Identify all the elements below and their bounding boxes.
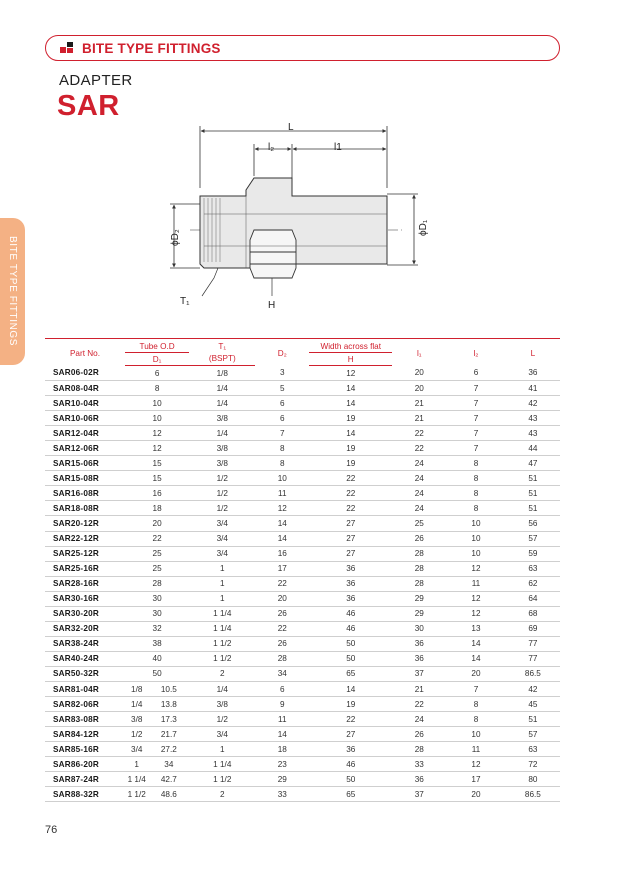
cell-d1: 10 xyxy=(125,411,189,426)
section-title: BITE TYPE FITTINGS xyxy=(82,40,221,56)
cell-h: 14 xyxy=(309,426,392,441)
cell-d2: 3 xyxy=(255,366,309,381)
cell-l2: 13 xyxy=(446,621,506,636)
dim-label-d2: ϕD₂ xyxy=(170,229,181,246)
table-row xyxy=(45,471,560,486)
cell-l1: 20 xyxy=(392,366,446,381)
cell-part-no: SAR83-08R xyxy=(45,712,125,727)
cell-l1: 28 xyxy=(392,742,446,757)
cell-t1: 1 xyxy=(189,576,255,591)
cell-l: 44 xyxy=(506,441,560,456)
cell-t1: 1 xyxy=(189,561,255,576)
cell-d2: 9 xyxy=(255,697,309,712)
cell-l: 51 xyxy=(506,501,560,516)
cell-l2: 12 xyxy=(446,561,506,576)
cell-l: 57 xyxy=(506,727,560,742)
cell-l2: 17 xyxy=(446,772,506,787)
col-waf: Width across flat xyxy=(309,339,392,353)
cell-d2: 14 xyxy=(255,516,309,531)
cell-h: 22 xyxy=(309,501,392,516)
table-row xyxy=(45,697,560,712)
cell-l: 43 xyxy=(506,426,560,441)
cell-t1: 2 xyxy=(189,787,255,802)
page-number: 76 xyxy=(45,824,58,836)
cell-d2: 22 xyxy=(255,576,309,591)
cell-d2: 6 xyxy=(255,681,309,696)
cell-l2: 8 xyxy=(446,486,506,501)
cell-d1: 18 xyxy=(125,501,189,516)
product-type: ADAPTER xyxy=(59,72,133,89)
product-code: SAR xyxy=(57,90,120,122)
cell-d1: 40 xyxy=(125,651,189,666)
cell-l: 59 xyxy=(506,546,560,561)
cell-l1: 22 xyxy=(392,441,446,456)
table-row xyxy=(45,441,560,456)
cell-l: 43 xyxy=(506,411,560,426)
cell-l: 77 xyxy=(506,636,560,651)
col-l2: l₂ xyxy=(446,339,506,366)
cell-d1-inch: 1/4 xyxy=(125,697,148,712)
cell-d2: 7 xyxy=(255,426,309,441)
cell-d2: 5 xyxy=(255,381,309,396)
cell-h: 50 xyxy=(309,772,392,787)
table-row xyxy=(45,757,560,772)
cell-t1: 1/4 xyxy=(189,396,255,411)
cell-part-no: SAR15-08R xyxy=(45,471,125,486)
cell-h: 27 xyxy=(309,546,392,561)
cell-l: 51 xyxy=(506,471,560,486)
cell-l: 36 xyxy=(506,366,560,381)
cell-d1-mm: 48.6 xyxy=(148,787,189,802)
cell-t1: 1 1/4 xyxy=(189,606,255,621)
cell-part-no: SAR10-06R xyxy=(45,411,125,426)
cell-l1: 26 xyxy=(392,727,446,742)
cell-t1: 1 1/4 xyxy=(189,757,255,772)
cell-part-no: SAR12-06R xyxy=(45,441,125,456)
table-row xyxy=(45,546,560,561)
cell-l1: 20 xyxy=(392,381,446,396)
cell-l2: 7 xyxy=(446,381,506,396)
cell-h: 36 xyxy=(309,742,392,757)
cell-d2: 14 xyxy=(255,531,309,546)
cell-t1: 3/8 xyxy=(189,411,255,426)
cell-l1: 22 xyxy=(392,697,446,712)
cell-part-no: SAR84-12R xyxy=(45,727,125,742)
cell-h: 27 xyxy=(309,727,392,742)
cell-l1: 30 xyxy=(392,621,446,636)
cell-d2: 34 xyxy=(255,666,309,681)
cell-l: 47 xyxy=(506,456,560,471)
cell-d1-inch: 1/2 xyxy=(125,727,148,742)
cell-d2: 17 xyxy=(255,561,309,576)
cell-d1: 32 xyxy=(125,621,189,636)
cell-l1: 24 xyxy=(392,471,446,486)
cell-t1: 1 xyxy=(189,591,255,606)
cell-d1-inch: 1/8 xyxy=(125,681,148,696)
cell-h: 22 xyxy=(309,471,392,486)
cell-h: 50 xyxy=(309,651,392,666)
cell-d1-inch: 3/8 xyxy=(125,712,148,727)
cell-d1-mm: 34 xyxy=(148,757,189,772)
cell-part-no: SAR22-12R xyxy=(45,531,125,546)
cell-part-no: SAR40-24R xyxy=(45,651,125,666)
dim-label-l2: l₂ xyxy=(268,142,275,153)
cell-l2: 7 xyxy=(446,441,506,456)
cell-l2: 10 xyxy=(446,727,506,742)
cell-t1: 1/2 xyxy=(189,471,255,486)
dim-label-t1: T₁ xyxy=(180,296,190,307)
table-row xyxy=(45,742,560,757)
cell-d1: 25 xyxy=(125,546,189,561)
cell-h: 27 xyxy=(309,516,392,531)
cell-d2: 11 xyxy=(255,712,309,727)
cell-l1: 21 xyxy=(392,681,446,696)
cell-l2: 20 xyxy=(446,666,506,681)
brand-logo-icon xyxy=(60,42,74,54)
table-row xyxy=(45,396,560,411)
cell-h: 19 xyxy=(309,697,392,712)
cell-t1: 1/2 xyxy=(189,486,255,501)
cell-l2: 14 xyxy=(446,636,506,651)
technical-drawing xyxy=(150,118,450,318)
cell-d1-mm: 10.5 xyxy=(148,681,189,696)
cell-part-no: SAR06-02R xyxy=(45,366,125,381)
cell-h: 36 xyxy=(309,576,392,591)
cell-d1: 15 xyxy=(125,456,189,471)
cell-l: 62 xyxy=(506,576,560,591)
cell-l2: 10 xyxy=(446,546,506,561)
cell-l: 45 xyxy=(506,697,560,712)
cell-l1: 21 xyxy=(392,396,446,411)
cell-l: 68 xyxy=(506,606,560,621)
table-row xyxy=(45,576,560,591)
cell-d1: 25 xyxy=(125,561,189,576)
table-row xyxy=(45,531,560,546)
cell-d1: 6 xyxy=(125,366,189,381)
table-row xyxy=(45,411,560,426)
cell-d2: 6 xyxy=(255,411,309,426)
cell-part-no: SAR10-04R xyxy=(45,396,125,411)
cell-l2: 8 xyxy=(446,471,506,486)
cell-l2: 8 xyxy=(446,697,506,712)
cell-d2: 29 xyxy=(255,772,309,787)
col-bspt: (BSPT) xyxy=(189,353,255,366)
cell-l: 72 xyxy=(506,757,560,772)
cell-t1: 2 xyxy=(189,666,255,681)
cell-l1: 37 xyxy=(392,787,446,802)
cell-l: 42 xyxy=(506,681,560,696)
col-l1: l₁ xyxy=(392,339,446,366)
cell-d1: 28 xyxy=(125,576,189,591)
cell-d2: 12 xyxy=(255,501,309,516)
cell-d2: 26 xyxy=(255,636,309,651)
dim-label-L: L xyxy=(288,122,294,133)
cell-d1: 30 xyxy=(125,606,189,621)
cell-l1: 36 xyxy=(392,772,446,787)
cell-part-no: SAR88-32R xyxy=(45,787,125,802)
cell-t1: 3/8 xyxy=(189,456,255,471)
cell-part-no: SAR20-12R xyxy=(45,516,125,531)
cell-l: 51 xyxy=(506,486,560,501)
dim-label-h: H xyxy=(268,300,276,311)
cell-d2: 8 xyxy=(255,456,309,471)
cell-l2: 6 xyxy=(446,366,506,381)
cell-t1: 1 1/2 xyxy=(189,651,255,666)
cell-d1-inch: 3/4 xyxy=(125,742,148,757)
cell-l: 56 xyxy=(506,516,560,531)
cell-t1: 3/8 xyxy=(189,697,255,712)
cell-l2: 12 xyxy=(446,591,506,606)
cell-l: 63 xyxy=(506,742,560,757)
dim-label-l1: l1 xyxy=(334,142,342,153)
col-l: L xyxy=(506,339,560,366)
cell-d1: 50 xyxy=(125,666,189,681)
cell-l2: 11 xyxy=(446,576,506,591)
cell-h: 19 xyxy=(309,441,392,456)
cell-d1: 20 xyxy=(125,516,189,531)
cell-h: 46 xyxy=(309,757,392,772)
cell-l1: 25 xyxy=(392,516,446,531)
cell-part-no: SAR12-04R xyxy=(45,426,125,441)
cell-t1: 1 1/4 xyxy=(189,621,255,636)
table-row xyxy=(45,501,560,516)
cell-h: 50 xyxy=(309,636,392,651)
cell-t1: 3/4 xyxy=(189,531,255,546)
table-row xyxy=(45,712,560,727)
table-row xyxy=(45,426,560,441)
cell-d1-inch: 1 1/4 xyxy=(125,772,148,787)
table-row xyxy=(45,366,560,381)
table-row xyxy=(45,486,560,501)
cell-t1: 1 xyxy=(189,742,255,757)
cell-d1-mm: 17.3 xyxy=(148,712,189,727)
table-row xyxy=(45,606,560,621)
table-row xyxy=(45,787,560,802)
cell-h: 19 xyxy=(309,411,392,426)
cell-h: 22 xyxy=(309,486,392,501)
cell-d1-inch: 1 1/2 xyxy=(125,787,148,802)
table-row xyxy=(45,772,560,787)
table-row xyxy=(45,381,560,396)
cell-d2: 18 xyxy=(255,742,309,757)
table-row xyxy=(45,456,560,471)
cell-d1: 12 xyxy=(125,426,189,441)
cell-l2: 8 xyxy=(446,456,506,471)
cell-part-no: SAR32-20R xyxy=(45,621,125,636)
cell-l: 57 xyxy=(506,531,560,546)
cell-l: 86.5 xyxy=(506,787,560,802)
cell-h: 65 xyxy=(309,666,392,681)
cell-l1: 28 xyxy=(392,576,446,591)
cell-t1: 3/4 xyxy=(189,546,255,561)
cell-d2: 6 xyxy=(255,396,309,411)
table-row xyxy=(45,516,560,531)
cell-h: 22 xyxy=(309,712,392,727)
cell-part-no: SAR08-04R xyxy=(45,381,125,396)
cell-l: 77 xyxy=(506,651,560,666)
cell-part-no: SAR28-16R xyxy=(45,576,125,591)
side-tab-label: BITE TYPE FITTINGS xyxy=(7,236,18,347)
cell-d1-mm: 27.2 xyxy=(148,742,189,757)
cell-d2: 10 xyxy=(255,471,309,486)
cell-d1-mm: 42.7 xyxy=(148,772,189,787)
cell-d2: 20 xyxy=(255,591,309,606)
cell-t1: 3/8 xyxy=(189,441,255,456)
table-row xyxy=(45,666,560,681)
cell-l2: 12 xyxy=(446,757,506,772)
side-tab xyxy=(0,218,25,365)
cell-d1: 30 xyxy=(125,591,189,606)
cell-l: 64 xyxy=(506,591,560,606)
col-h: H xyxy=(309,353,392,366)
cell-part-no: SAR18-08R xyxy=(45,501,125,516)
cell-l: 42 xyxy=(506,396,560,411)
cell-l: 51 xyxy=(506,712,560,727)
table-row xyxy=(45,727,560,742)
cell-l2: 7 xyxy=(446,681,506,696)
dim-label-d1: ϕD₁ xyxy=(418,219,429,236)
cell-t1: 1/4 xyxy=(189,381,255,396)
cell-t1: 1/2 xyxy=(189,712,255,727)
cell-d1-mm: 21.7 xyxy=(148,727,189,742)
cell-l2: 8 xyxy=(446,501,506,516)
cell-h: 14 xyxy=(309,396,392,411)
cell-d2: 11 xyxy=(255,486,309,501)
cell-h: 36 xyxy=(309,591,392,606)
col-d1: D₁ xyxy=(125,353,189,366)
cell-l1: 37 xyxy=(392,666,446,681)
cell-d2: 8 xyxy=(255,441,309,456)
cell-part-no: SAR16-08R xyxy=(45,486,125,501)
cell-d1: 10 xyxy=(125,396,189,411)
cell-l1: 21 xyxy=(392,411,446,426)
table-row xyxy=(45,636,560,651)
cell-l1: 24 xyxy=(392,712,446,727)
cell-d1: 22 xyxy=(125,531,189,546)
cell-l2: 10 xyxy=(446,531,506,546)
table-row xyxy=(45,591,560,606)
cell-d2: 28 xyxy=(255,651,309,666)
cell-d1: 15 xyxy=(125,471,189,486)
cell-l: 41 xyxy=(506,381,560,396)
cell-t1: 1/4 xyxy=(189,426,255,441)
cell-part-no: SAR25-12R xyxy=(45,546,125,561)
cell-part-no: SAR38-24R xyxy=(45,636,125,651)
cell-d1: 38 xyxy=(125,636,189,651)
cell-t1: 1/2 xyxy=(189,501,255,516)
table-body xyxy=(45,366,560,802)
cell-part-no: SAR82-06R xyxy=(45,697,125,712)
cell-l: 69 xyxy=(506,621,560,636)
cell-l2: 7 xyxy=(446,411,506,426)
col-t1: T₁ xyxy=(189,339,255,353)
cell-l2: 8 xyxy=(446,712,506,727)
cell-l: 86.5 xyxy=(506,666,560,681)
cell-l2: 20 xyxy=(446,787,506,802)
cell-l1: 36 xyxy=(392,651,446,666)
cell-part-no: SAR87-24R xyxy=(45,772,125,787)
cell-h: 19 xyxy=(309,456,392,471)
cell-l2: 12 xyxy=(446,606,506,621)
cell-l1: 33 xyxy=(392,757,446,772)
cell-t1: 1 1/2 xyxy=(189,636,255,651)
cell-part-no: SAR50-32R xyxy=(45,666,125,681)
spec-table xyxy=(45,338,560,802)
cell-d2: 14 xyxy=(255,727,309,742)
table-row xyxy=(45,621,560,636)
cell-t1: 1/4 xyxy=(189,681,255,696)
cell-l1: 36 xyxy=(392,636,446,651)
cell-l2: 14 xyxy=(446,651,506,666)
cell-h: 14 xyxy=(309,681,392,696)
col-d2: D₂ xyxy=(255,339,309,366)
col-tube-od: Tube O.D xyxy=(125,339,189,353)
cell-h: 46 xyxy=(309,606,392,621)
cell-l1: 24 xyxy=(392,486,446,501)
cell-l: 63 xyxy=(506,561,560,576)
cell-d2: 33 xyxy=(255,787,309,802)
cell-l2: 7 xyxy=(446,426,506,441)
cell-part-no: SAR15-06R xyxy=(45,456,125,471)
cell-l1: 29 xyxy=(392,606,446,621)
cell-part-no: SAR25-16R xyxy=(45,561,125,576)
cell-d1: 12 xyxy=(125,441,189,456)
cell-part-no: SAR30-20R xyxy=(45,606,125,621)
cell-d1-inch: 1 xyxy=(125,757,148,772)
cell-d2: 22 xyxy=(255,621,309,636)
table-row xyxy=(45,651,560,666)
cell-l1: 29 xyxy=(392,591,446,606)
cell-l2: 7 xyxy=(446,396,506,411)
col-part-no: Part No. xyxy=(45,339,125,366)
cell-h: 14 xyxy=(309,381,392,396)
cell-part-no: SAR85-16R xyxy=(45,742,125,757)
cell-l1: 24 xyxy=(392,501,446,516)
cell-d2: 26 xyxy=(255,606,309,621)
cell-t1: 1/8 xyxy=(189,366,255,381)
table-row xyxy=(45,561,560,576)
section-header xyxy=(45,35,560,61)
cell-d1: 16 xyxy=(125,486,189,501)
cell-d2: 16 xyxy=(255,546,309,561)
cell-part-no: SAR81-04R xyxy=(45,681,125,696)
cell-h: 27 xyxy=(309,531,392,546)
cell-d1: 8 xyxy=(125,381,189,396)
cell-l1: 26 xyxy=(392,531,446,546)
cell-part-no: SAR86-20R xyxy=(45,757,125,772)
cell-l1: 28 xyxy=(392,546,446,561)
cell-t1: 3/4 xyxy=(189,516,255,531)
cell-l2: 11 xyxy=(446,742,506,757)
table-row xyxy=(45,681,560,696)
cell-h: 36 xyxy=(309,561,392,576)
cell-d2: 23 xyxy=(255,757,309,772)
cell-h: 12 xyxy=(309,366,392,381)
cell-l1: 24 xyxy=(392,456,446,471)
cell-l: 80 xyxy=(506,772,560,787)
cell-l1: 28 xyxy=(392,561,446,576)
cell-t1: 3/4 xyxy=(189,727,255,742)
cell-l2: 10 xyxy=(446,516,506,531)
cell-h: 65 xyxy=(309,787,392,802)
cell-h: 46 xyxy=(309,621,392,636)
cell-part-no: SAR30-16R xyxy=(45,591,125,606)
cell-t1: 1 1/2 xyxy=(189,772,255,787)
cell-d1-mm: 13.8 xyxy=(148,697,189,712)
cell-l1: 22 xyxy=(392,426,446,441)
